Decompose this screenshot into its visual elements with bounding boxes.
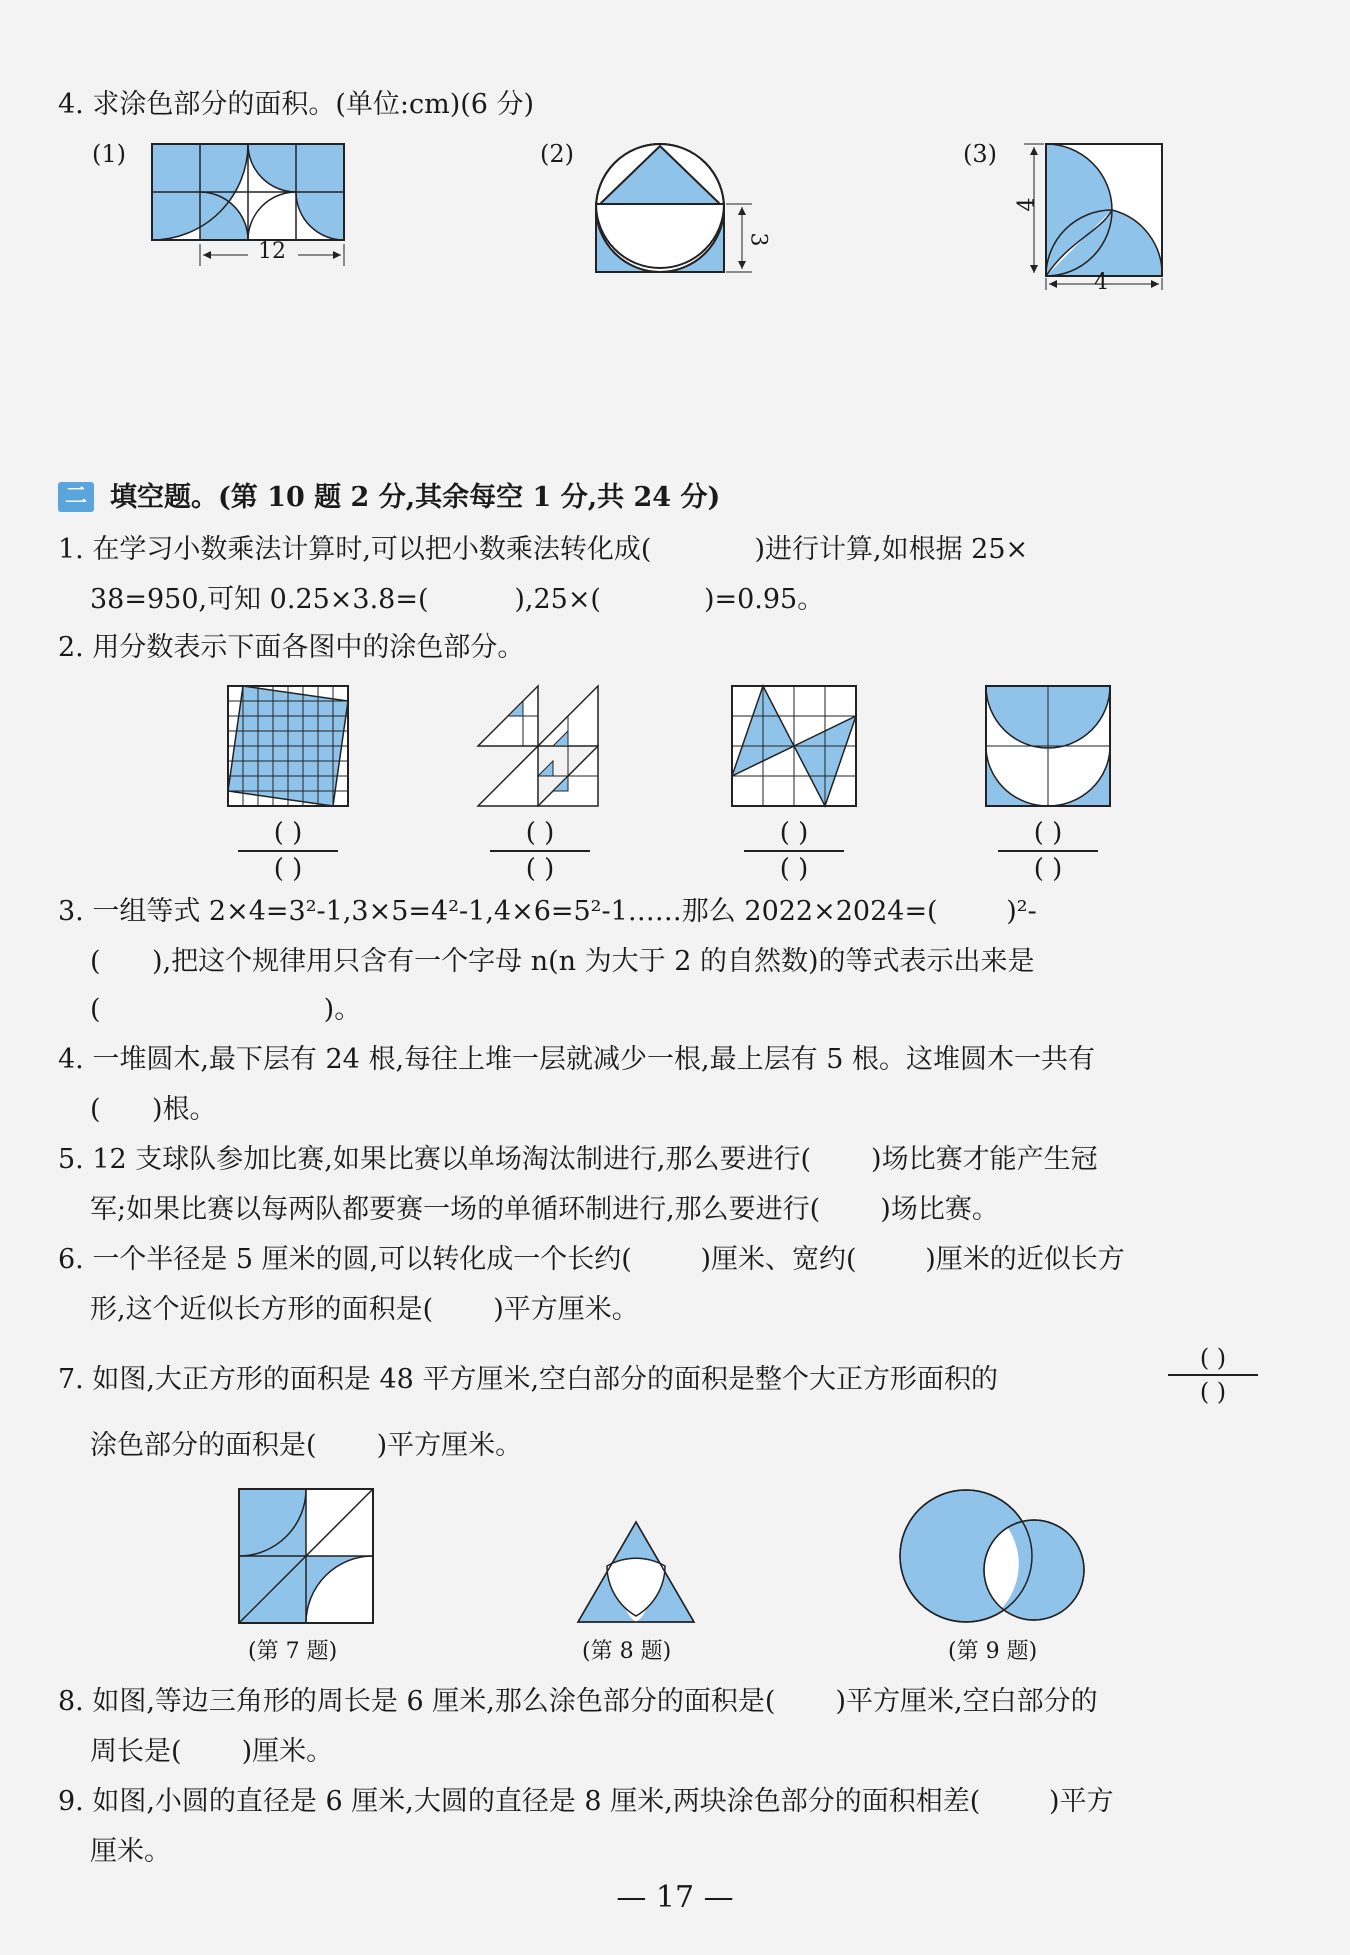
q7-fraction: ( ) ( )	[1168, 1344, 1258, 1406]
q8-line-b: 周长是( )厘米。	[90, 1736, 334, 1767]
q1-line-a: 1. 在学习小数乘法计算时,可以把小数乘法转化成( )进行计算,如根据 25×	[58, 534, 1029, 565]
q2-fraction-2: ( ) ( )	[490, 818, 590, 884]
q2-figure-triangles	[476, 684, 606, 808]
q7-line-a: 7. 如图,大正方形的面积是 48 平方厘米,空白部分的面积是整个大正方形面积的	[58, 1364, 999, 1395]
q6-line-b: 形,这个近似长方形的面积是( )平方厘米。	[90, 1294, 639, 1325]
q4-dim-4-vertical: 4	[1014, 197, 1040, 212]
q2-fraction-1: ( ) ( )	[238, 818, 338, 884]
q3-line-c: ( )。	[90, 994, 362, 1025]
q8-figure	[574, 1518, 698, 1628]
q3-line-a: 3. 一组等式 2×4=3²-1,3×5=4²-1,4×6=5²-1……那么 2022×2024=( )²-	[58, 896, 1037, 927]
section-title: 填空题。(第 10 题 2 分,其余每空 1 分,共 24 分)	[110, 482, 721, 513]
section-icon: 二	[58, 482, 94, 512]
q4-dim-4-horizontal: 4	[1094, 270, 1108, 295]
q2-figure-grid-square	[226, 684, 350, 808]
q7-line-b: 涂色部分的面积是( )平方厘米。	[90, 1430, 523, 1461]
q4-figure-1	[148, 140, 358, 270]
q4-figure-3	[1010, 140, 1170, 290]
q4-figure-2	[592, 140, 772, 280]
q4-dim-3: 3	[745, 232, 771, 247]
page-number: — 17 —	[616, 1880, 734, 1915]
q4-label-3: (3)	[963, 140, 997, 168]
q7-caption: (第 7 题)	[248, 1639, 338, 1664]
q9-figure	[896, 1486, 1106, 1626]
q9-line-b: 厘米。	[90, 1836, 171, 1867]
q7-figure	[236, 1486, 376, 1626]
q4b-line-a: 4. 一堆圆木,最下层有 24 根,每往上堆一层就减少一根,最上层有 5 根。这堆圆木一共有	[58, 1044, 1095, 1075]
q4-dim-12: 12	[258, 239, 286, 264]
q8-line-a: 8. 如图,等边三角形的周长是 6 厘米,那么涂色部分的面积是( )平方厘米,空白部分的	[58, 1686, 1098, 1717]
q9-line-a: 9. 如图,小圆的直径是 6 厘米,大圆的直径是 8 厘米,两块涂色部分的面积相差( )平方	[58, 1786, 1114, 1817]
q4-title: 4. 求涂色部分的面积。(单位:cm)(6 分)	[58, 89, 535, 120]
q2-fraction-4: ( ) ( )	[998, 818, 1098, 884]
q6-line-a: 6. 一个半径是 5 厘米的圆,可以转化成一个长约( )厘米、宽约( )厘米的近似长方	[58, 1244, 1125, 1275]
q8-caption: (第 8 题)	[582, 1639, 672, 1664]
q4b-line-b: ( )根。	[90, 1094, 217, 1125]
q2-line: 2. 用分数表示下面各图中的涂色部分。	[58, 632, 525, 663]
q5-line-a: 5. 12 支球队参加比赛,如果比赛以单场淘汰制进行,那么要进行( )场比赛才能产生冠	[58, 1144, 1098, 1175]
q3-line-b: ( ),把这个规律用只含有一个字母 n(n 为大于 2 的自然数)的等式表示出来是	[90, 946, 1035, 977]
q4-label-2: (2)	[540, 140, 574, 168]
q4-label-1: (1)	[92, 140, 126, 168]
q2-figure-star-grid	[730, 684, 858, 808]
q1-line-b: 38=950,可知 0.25×3.8=( ),25×( )=0.95。	[90, 584, 825, 615]
q5-line-b: 军;如果比赛以每两队都要赛一场的单循环制进行,那么要进行( )场比赛。	[90, 1194, 999, 1225]
q2-fraction-3: ( ) ( )	[744, 818, 844, 884]
q9-caption: (第 9 题)	[948, 1639, 1038, 1664]
q2-figure-semicircles	[984, 684, 1112, 808]
